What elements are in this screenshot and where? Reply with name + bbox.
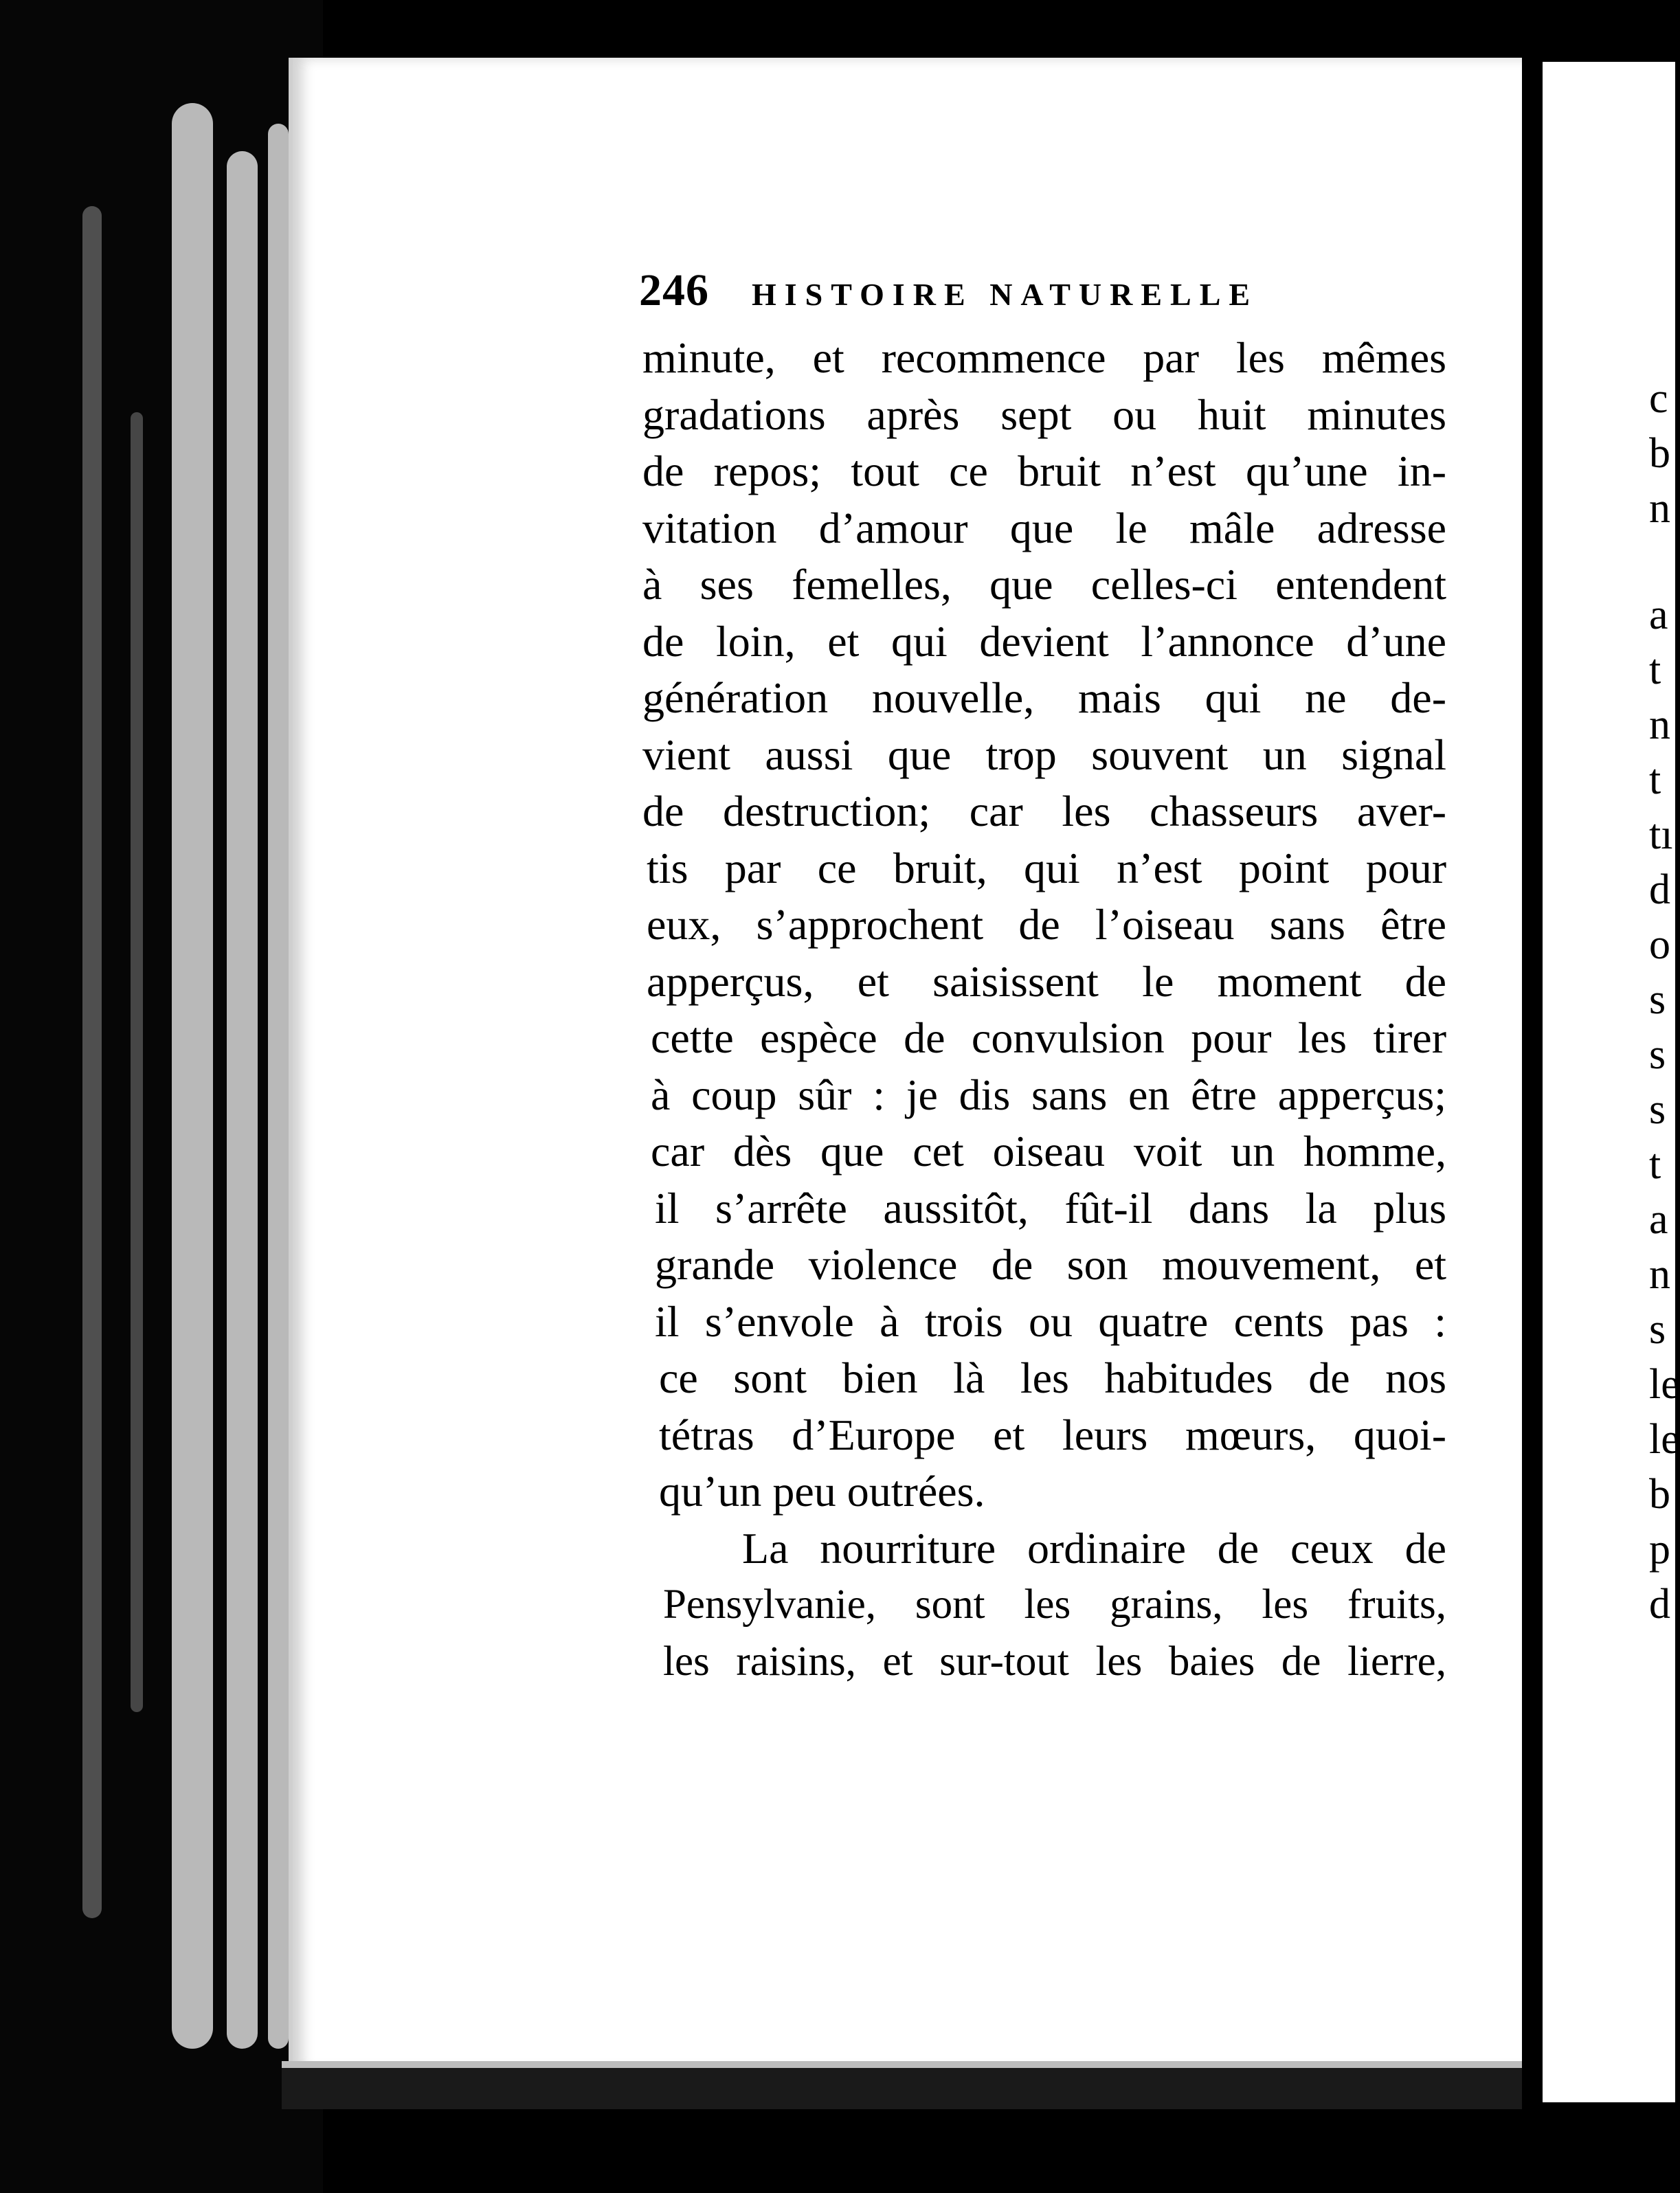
text-line: de destruction; car les chasseurs aver-: [642, 787, 1446, 835]
facing-page-fragment: s: [1649, 1031, 1666, 1078]
facing-page-fragment: t: [1649, 1141, 1661, 1188]
facing-page-fragment: o: [1649, 921, 1670, 968]
text-line: il s’arrête aussitôt, fût-il dans la plus: [655, 1183, 1446, 1233]
text-line: grande violence de son mouvement, et: [655, 1240, 1446, 1289]
text-line: tétras d’Europe et leurs mœurs, quoi-: [659, 1410, 1446, 1459]
text-line: à ses femelles, que celles-ci entendent: [642, 560, 1446, 609]
facing-page-fragment: c: [1649, 375, 1668, 422]
text-line: eux, s’approchent de l’oiseau sans être: [647, 900, 1446, 949]
text-line: gradations après sept ou huit minutes: [642, 390, 1446, 439]
facing-page-fragment: b: [1649, 430, 1670, 477]
text-line: ce sont bien là les habitudes de nos: [659, 1353, 1446, 1402]
facing-page-fragment: s: [1649, 1306, 1666, 1353]
text-line: il s’envole à trois ou quatre cents pas :: [655, 1296, 1446, 1346]
facing-page-fragment: d: [1649, 866, 1670, 913]
text-line: qu’un peu outrées.: [659, 1467, 985, 1516]
text-line: de loin, et qui devient l’annonce d’une: [642, 616, 1446, 666]
book-gutter: [1522, 41, 1543, 2109]
facing-page-fragment: n: [1649, 485, 1670, 532]
text-line: La nourriture ordinaire de ceux de: [742, 1523, 1446, 1573]
facing-page-fragment: a: [1649, 1196, 1668, 1243]
text-line: apperçus, et saisissent le moment de: [647, 956, 1446, 1006]
page-number: 246: [639, 265, 709, 315]
text-line: cette espèce de convulsion pour les tirer: [651, 1013, 1446, 1062]
body-text: [642, 330, 1446, 1690]
facing-page: [1543, 62, 1680, 2102]
running-head: [639, 265, 1326, 319]
text-line: vient aussi que trop souvent un signal: [642, 730, 1446, 779]
text-line: minute, et recommence par les mêmes: [642, 333, 1446, 382]
facing-page-fragment: tı: [1649, 811, 1673, 858]
text-line: vitation d’amour que le mâle adresse: [642, 503, 1446, 552]
facing-page-fragment: d: [1649, 1581, 1670, 1628]
facing-page-fragment: b: [1649, 1471, 1670, 1518]
facing-page-fragment: t: [1649, 646, 1661, 693]
page-bottom-edge: [282, 2061, 1539, 2109]
facing-page-fragment: le: [1649, 1416, 1680, 1463]
running-title: HISTOIRE NATURELLE: [752, 277, 1259, 312]
text-line: car dès que cet oiseau voit un homme,: [651, 1127, 1446, 1176]
facing-page-fragment: n: [1649, 1251, 1670, 1298]
facing-page-fragment: t: [1649, 756, 1661, 803]
facing-page-fragment: p: [1649, 1526, 1670, 1573]
book-fore-edge: [0, 0, 323, 2193]
text-line: à coup sûr : je dis sans en être apperçus;: [651, 1070, 1446, 1119]
facing-page-fragment: le: [1649, 1361, 1680, 1408]
facing-page-fragment: s: [1649, 1086, 1666, 1133]
text-line: tis par ce bruit, qui n’est point pour: [647, 843, 1446, 892]
text-line: les raisins, et sur-tout les baies de lierre,: [663, 1638, 1446, 1685]
facing-page-fragment: n: [1649, 701, 1670, 748]
facing-page-fragment: s: [1649, 976, 1666, 1023]
text-line: Pensylvanie, sont les grains, les fruits,: [663, 1582, 1446, 1628]
facing-page-fragment: a: [1649, 592, 1668, 638]
text-line: de repos; tout ce bruit n’est qu’une in-: [642, 447, 1446, 495]
text-line: génération nouvelle, mais qui ne de-: [642, 673, 1446, 722]
